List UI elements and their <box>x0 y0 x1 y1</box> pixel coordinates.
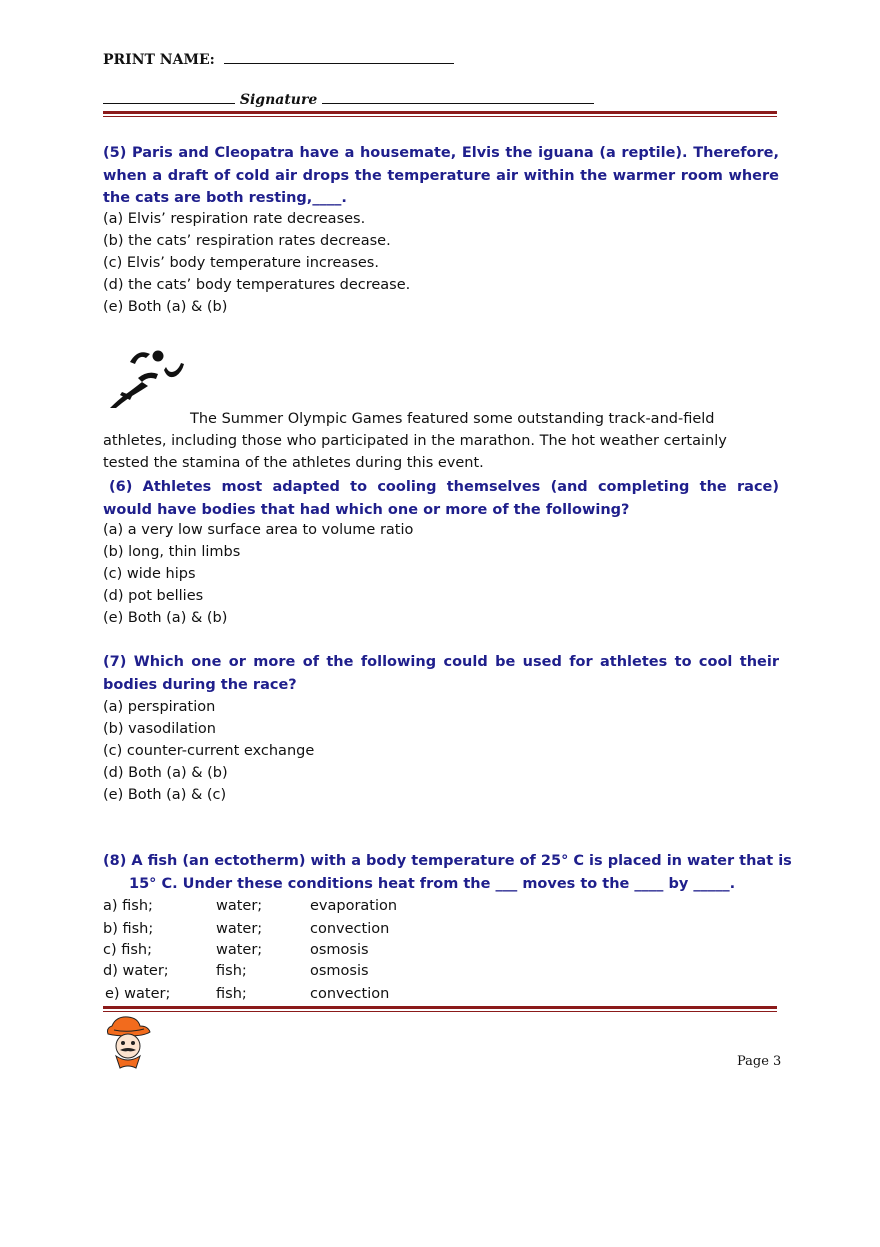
question-5-text: (5) Paris and Cleopatra have a housemate, Elvis the iguana (a reptile). Therefore, when a draft of cold air drops the temperature air within the warmer room where the cats are both resting,____. <box>103 145 779 206</box>
q5-option-a[interactable]: (a) Elvis’ respiration rate decreases. <box>103 211 366 227</box>
question-5-options <box>103 208 410 318</box>
page-number: Page 3 <box>737 1054 782 1069</box>
q6-option-b[interactable]: (b) long, thin limbs <box>103 544 241 560</box>
q8-option-c-to: water; <box>216 942 263 958</box>
q8-option-a[interactable] <box>103 895 503 917</box>
q8-option-e[interactable] <box>103 983 503 1005</box>
header-divider <box>103 111 777 117</box>
q5-option-c[interactable]: (c) Elvis’ body temperature increases. <box>103 255 379 271</box>
q6-option-d[interactable]: (d) pot bellies <box>103 588 204 604</box>
print-name-label: PRINT NAME: <box>103 52 215 68</box>
q8-option-c-from: c) fish; <box>103 942 153 958</box>
intro-rest: athletes, including those who participated in the marathon. The hot weather certainly tested the stamina of the athletes during this event. <box>103 433 727 471</box>
signature-lead-line <box>103 103 235 104</box>
signature-field[interactable] <box>322 103 594 104</box>
q8-option-c-by: osmosis <box>310 942 369 958</box>
question-7-text: (7) Which one or more of the following could be used for athletes to cool their bodies during the race? <box>103 654 779 693</box>
q6-option-e[interactable]: (e) Both (a) & (b) <box>103 610 228 626</box>
print-name-field[interactable] <box>224 63 454 64</box>
olympics-intro <box>103 408 779 474</box>
cowboy-mascot-icon <box>104 1014 152 1070</box>
question-8-options <box>103 895 503 1010</box>
q8-option-e-from: e) water; <box>105 986 171 1002</box>
q8-option-c[interactable] <box>103 939 503 961</box>
q8-option-d-to: fish; <box>216 963 247 979</box>
question-8-line-2: 15° C. Under these conditions heat from the ___ moves to the ____ by _____. <box>129 876 736 892</box>
intro-first-line: The Summer Olympic Games featured some outstanding track-and-field <box>190 411 715 427</box>
q6-option-c[interactable]: (c) wide hips <box>103 566 196 582</box>
q8-option-e-to: fish; <box>216 986 247 1002</box>
q7-option-b[interactable]: (b) vasodilation <box>103 721 216 737</box>
question-6-options <box>103 519 413 629</box>
q8-option-a-to: water; <box>216 898 263 914</box>
print-name-row <box>103 52 454 68</box>
q8-option-b[interactable] <box>103 918 503 940</box>
question-8-line-1: (8) A fish (an ectotherm) with a body temperature of 25° C is placed in water that is <box>103 853 792 869</box>
runner-icon <box>108 346 188 410</box>
q8-option-a-from: a) fish; <box>103 898 153 914</box>
signature-label: Signature <box>239 92 318 108</box>
q5-option-e[interactable]: (e) Both (a) & (b) <box>103 299 228 315</box>
q8-option-b-from: b) fish; <box>103 921 154 937</box>
q5-option-d[interactable]: (d) the cats’ body temperatures decrease. <box>103 277 411 293</box>
footer-divider <box>103 1006 777 1012</box>
q8-option-e-by: convection <box>310 986 390 1002</box>
q7-option-d[interactable]: (d) Both (a) & (b) <box>103 765 228 781</box>
q8-option-a-by: evaporation <box>310 898 398 914</box>
q8-option-d-by: osmosis <box>310 963 369 979</box>
q7-option-e[interactable]: (e) Both (a) & (c) <box>103 787 227 803</box>
q5-option-b[interactable]: (b) the cats’ respiration rates decrease. <box>103 233 391 249</box>
question-7-options <box>103 696 314 806</box>
q6-option-a[interactable]: (a) a very low surface area to volume ratio <box>103 522 414 538</box>
q7-option-a[interactable]: (a) perspiration <box>103 699 216 715</box>
q8-option-d[interactable] <box>103 960 503 982</box>
q7-option-c[interactable]: (c) counter-current exchange <box>103 743 315 759</box>
q8-option-b-to: water; <box>216 921 263 937</box>
signature-row <box>103 92 594 108</box>
q8-option-b-by: convection <box>310 921 390 937</box>
question-6-text: (6) Athletes most adapted to cooling themselves (and completing the race) would have bodies that had which one or more of the following? <box>103 479 779 518</box>
q8-option-d-from: d) water; <box>103 963 169 979</box>
